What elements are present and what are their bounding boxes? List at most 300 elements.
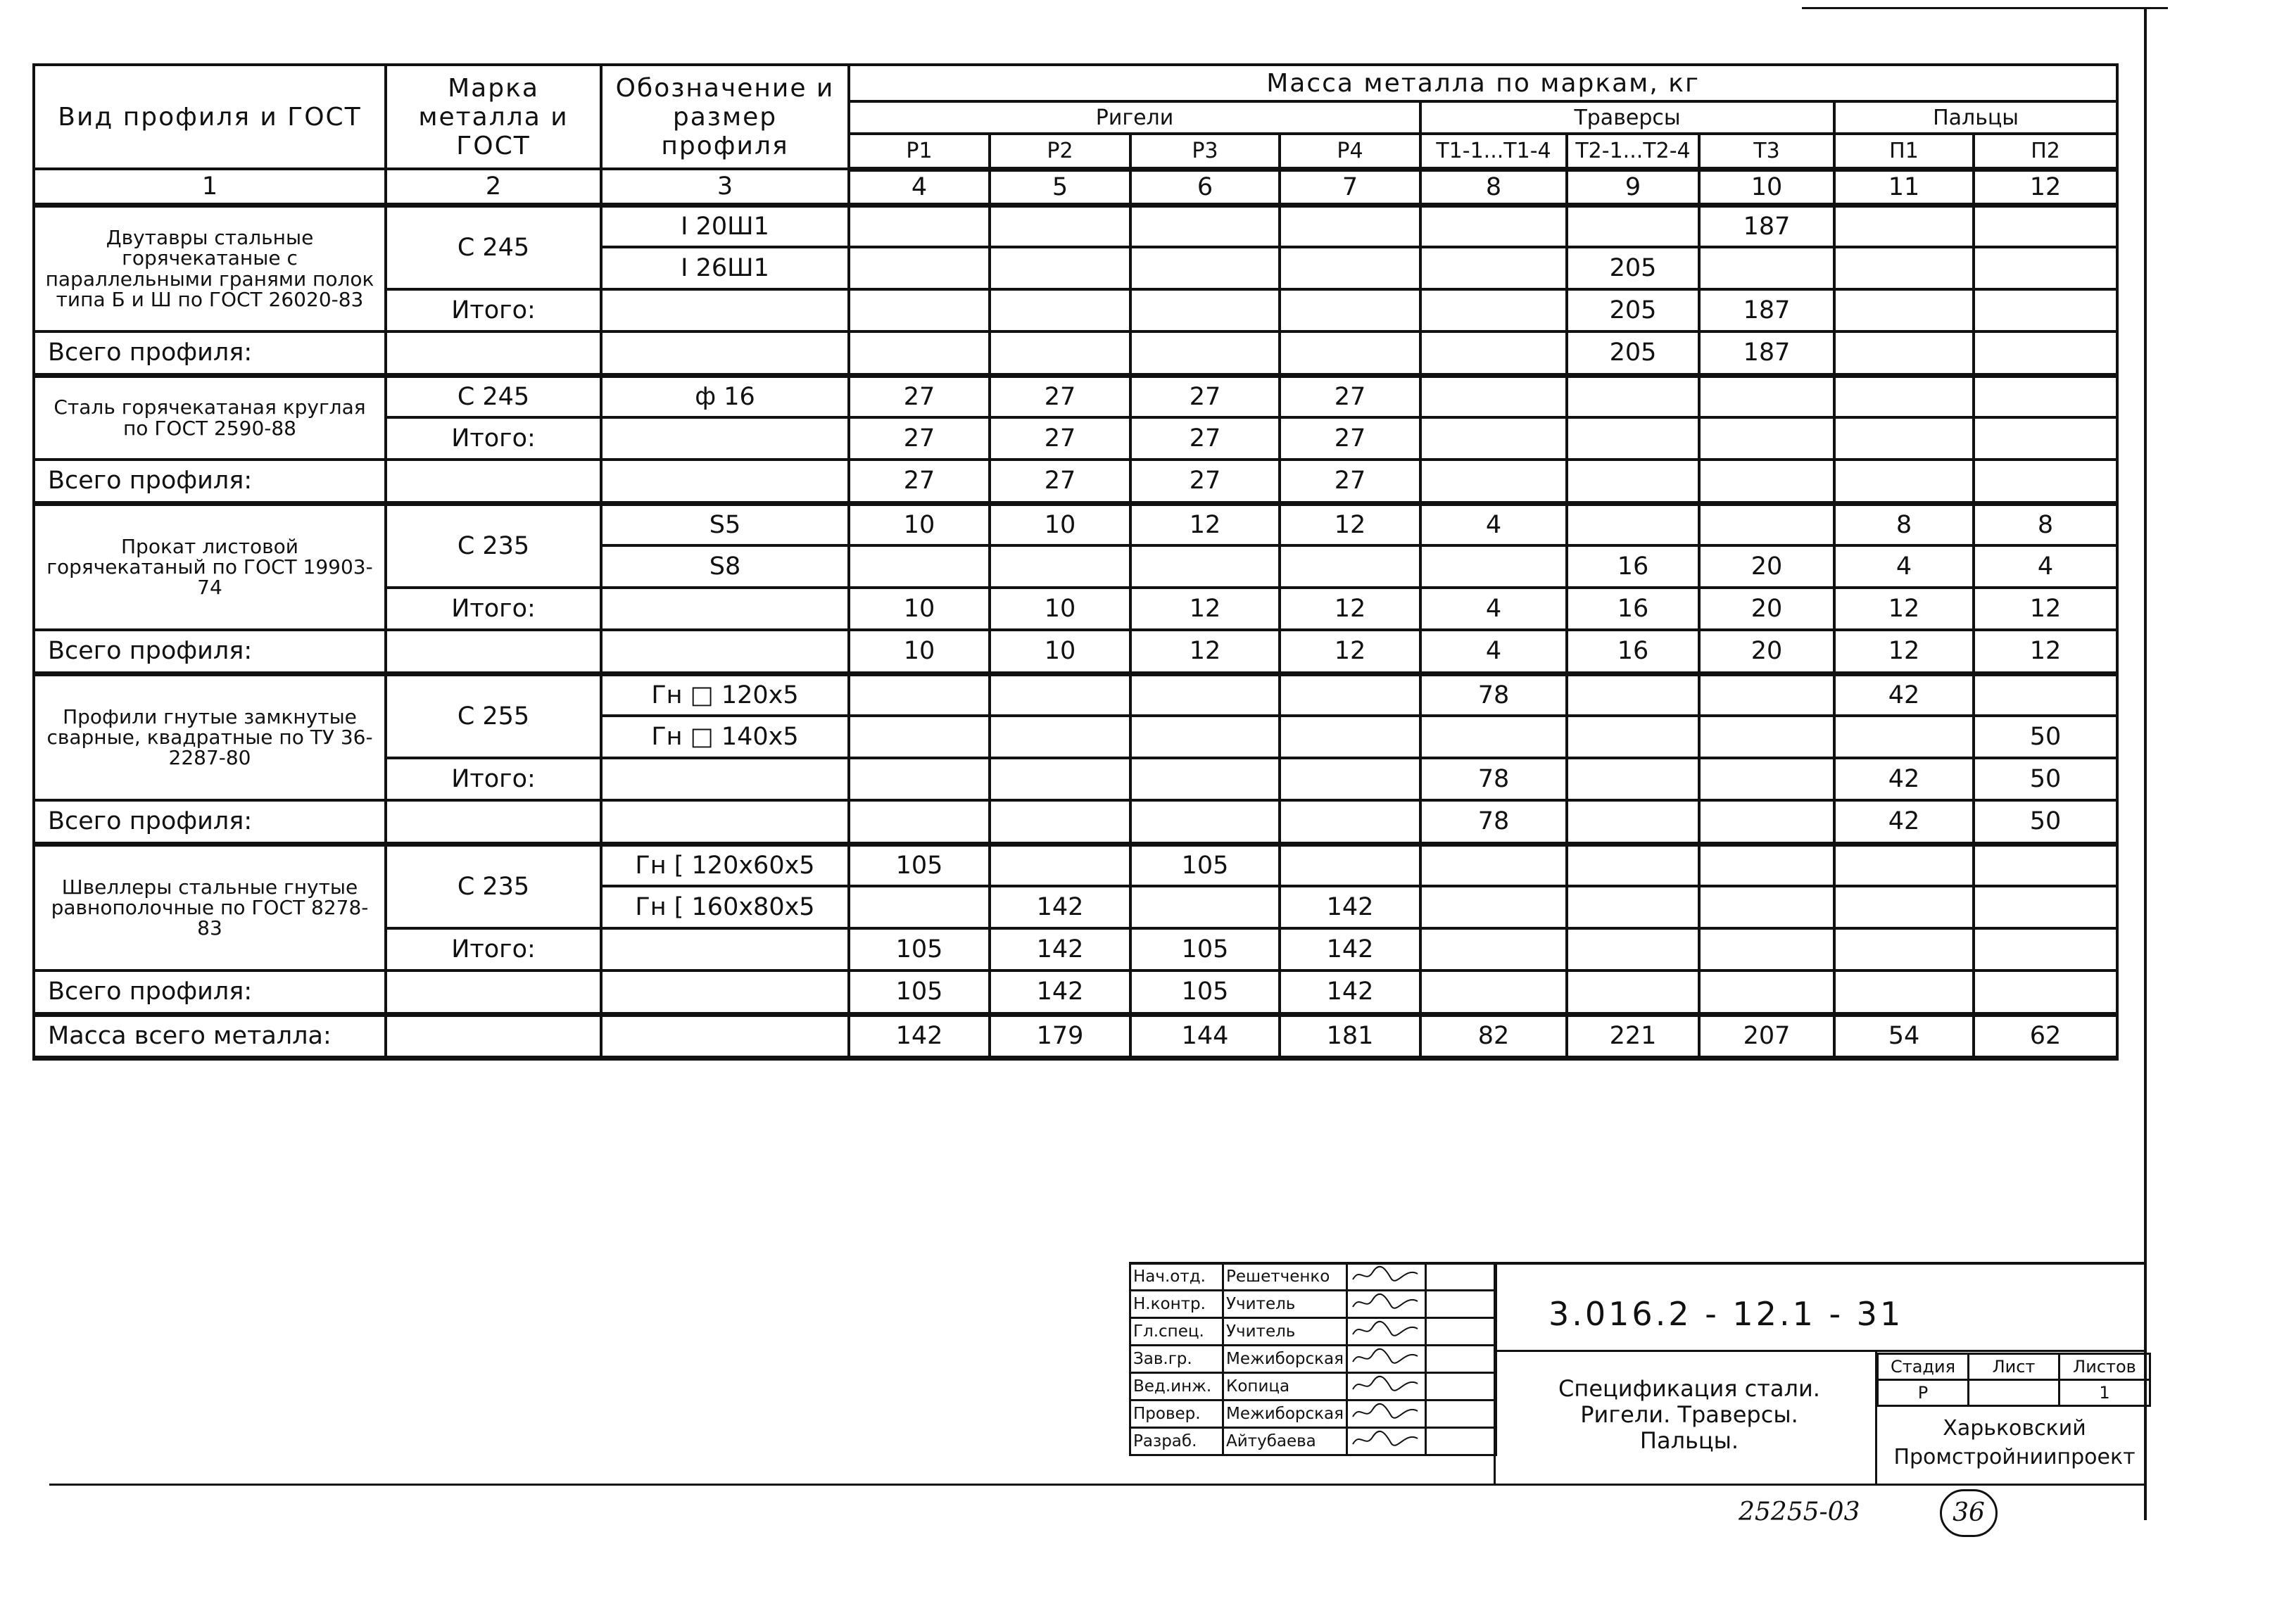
mass-value-cell [1567, 417, 1699, 460]
mass-value-cell: 50 [1974, 800, 2117, 844]
mass-value-cell: 27 [990, 375, 1130, 417]
mass-value-cell: 221 [1567, 1014, 1699, 1058]
organization-line2: Промстройниипроект [1893, 1444, 2136, 1469]
profile-type-cell: Сталь горячекатаная круглая по ГОСТ 2590-88 [34, 375, 386, 460]
sheets-value: 1 [2060, 1380, 2150, 1406]
mass-value-cell: 78 [1420, 800, 1567, 844]
mass-value-cell [1420, 417, 1567, 460]
mass-value-cell: 27 [1130, 460, 1280, 503]
date-cell [1426, 1291, 1496, 1318]
empty-cell [601, 800, 849, 844]
profile-total-row [34, 970, 2117, 1014]
steel-grade-cell: С 255 [386, 674, 601, 758]
role-cell: Зав.гр. [1130, 1346, 1223, 1373]
mass-value-cell [1974, 674, 2117, 716]
mass-value-cell: 142 [1280, 886, 1420, 928]
name-cell: Межиборская [1223, 1400, 1347, 1428]
mass-value-cell: 42 [1834, 800, 1974, 844]
signature-row [1130, 1263, 1496, 1291]
mass-value-cell [1420, 545, 1567, 588]
mass-value-cell [1567, 375, 1699, 417]
mass-value-cell: 27 [1280, 375, 1420, 417]
mass-value-cell: 27 [849, 417, 990, 460]
profile-total-row [34, 800, 2117, 844]
mass-value-cell [1974, 844, 2117, 886]
mass-value-cell: 54 [1834, 1014, 1974, 1058]
mass-value-cell [1567, 716, 1699, 758]
mass-value-cell: 12 [1974, 588, 2117, 630]
mass-value-cell [1834, 417, 1974, 460]
mass-value-cell: 4 [1974, 545, 2117, 588]
header-steel-grade: Марка металла и ГОСТ [386, 65, 601, 169]
profile-type-cell: Швеллеры стальные гнутые равнополочные по ГОСТ 8278-83 [34, 844, 386, 970]
mass-value-cell: 142 [990, 886, 1130, 928]
signature-scribble-icon [1350, 1374, 1420, 1395]
mass-value-cell [1280, 247, 1420, 289]
mass-value-cell [849, 758, 990, 800]
mass-value-cell: 4 [1420, 588, 1567, 630]
mass-value-cell: 27 [1280, 460, 1420, 503]
mark-header: Р1 [849, 134, 990, 169]
mass-value-cell [1834, 716, 1974, 758]
mass-value-cell [1834, 970, 1974, 1014]
mass-value-cell: 10 [849, 503, 990, 545]
column-number: 6 [1130, 169, 1280, 205]
mass-value-cell [849, 716, 990, 758]
profile-total-label: Всего профиля: [34, 800, 386, 844]
mass-value-cell [1130, 800, 1280, 844]
subtotal-label: Итого: [386, 417, 601, 460]
grand-total-label: Масса всего металла: [34, 1014, 386, 1058]
mass-value-cell: 78 [1420, 674, 1567, 716]
signature-scribble-icon [1350, 1291, 1420, 1313]
mass-value-cell [849, 545, 990, 588]
mass-value-cell: 8 [1974, 503, 2117, 545]
column-number: 1 [34, 169, 386, 205]
mass-value-cell [849, 289, 990, 331]
mass-value-cell [1834, 247, 1974, 289]
mass-value-cell: 16 [1567, 545, 1699, 588]
stamp-divider-vertical [1494, 1262, 1496, 1486]
mass-value-cell [1567, 674, 1699, 716]
mass-value-cell [990, 716, 1130, 758]
mass-value-cell [990, 674, 1130, 716]
signature-row [1130, 1318, 1496, 1346]
profile-row [34, 375, 2117, 417]
mass-value-cell [849, 205, 990, 247]
signature-scribble-icon [1350, 1264, 1420, 1285]
mass-value-cell [1834, 205, 1974, 247]
empty-cell [601, 417, 849, 460]
name-cell: Учитель [1223, 1318, 1347, 1346]
profile-row [34, 844, 2117, 886]
mass-value-cell [1834, 460, 1974, 503]
mass-value-cell [1699, 503, 1834, 545]
mass-value-cell [1420, 886, 1567, 928]
empty-cell [601, 289, 849, 331]
signature-cell [1347, 1400, 1426, 1428]
mass-value-cell: 12 [1974, 630, 2117, 674]
profile-size-cell: Гн [ 120х60х5 [601, 844, 849, 886]
mass-value-cell [1280, 716, 1420, 758]
name-cell: Айтубаева [1223, 1428, 1347, 1455]
mass-value-cell: 12 [1834, 630, 1974, 674]
header-profile-type: Вид профиля и ГОСТ [34, 65, 386, 169]
sheet-value [1969, 1380, 2060, 1406]
mass-value-cell: 12 [1834, 588, 1974, 630]
header-group-rigeli: Ригели [849, 101, 1420, 134]
mark-header: П2 [1974, 134, 2117, 169]
frame-top-line [1802, 7, 2168, 9]
column-number: 10 [1699, 169, 1834, 205]
mass-value-cell: 8 [1834, 503, 1974, 545]
mass-value-cell: 27 [990, 417, 1130, 460]
name-cell: Копица [1223, 1373, 1347, 1400]
steel-grade-cell: С 245 [386, 375, 601, 417]
mass-value-cell [1834, 844, 1974, 886]
mass-value-cell: 207 [1699, 1014, 1834, 1058]
mass-value-cell: 144 [1130, 1014, 1280, 1058]
mass-value-cell [990, 545, 1130, 588]
signature-row [1130, 1346, 1496, 1373]
mass-value-cell: 50 [1974, 716, 2117, 758]
signature-cell [1347, 1428, 1426, 1455]
mass-value-cell: 27 [1280, 417, 1420, 460]
column-number: 2 [386, 169, 601, 205]
mass-value-cell [1699, 716, 1834, 758]
inventory-number: 25255-03 [1739, 1498, 1860, 1526]
mass-value-cell: 105 [1130, 928, 1280, 970]
mass-value-cell [1974, 247, 2117, 289]
mass-value-cell [990, 758, 1130, 800]
role-cell: Разраб. [1130, 1428, 1223, 1455]
mass-value-cell [1280, 674, 1420, 716]
profile-size-cell: Гн [ 160х80х5 [601, 886, 849, 928]
mass-value-cell: 20 [1699, 588, 1834, 630]
mass-value-cell [849, 674, 990, 716]
role-cell: Нач.отд. [1130, 1263, 1223, 1291]
date-cell [1426, 1346, 1496, 1373]
profile-row [34, 674, 2117, 716]
mass-value-cell [1280, 800, 1420, 844]
mass-value-cell: 142 [849, 1014, 990, 1058]
stamp-top-line [1129, 1262, 2147, 1265]
mass-value-cell [849, 800, 990, 844]
mass-value-cell [990, 205, 1130, 247]
date-cell [1426, 1373, 1496, 1400]
mass-value-cell: 16 [1567, 588, 1699, 630]
mass-value-cell [1567, 800, 1699, 844]
header-group-traversy: Траверсы [1420, 101, 1834, 134]
signature-scribble-icon [1350, 1319, 1420, 1340]
mass-value-cell: 12 [1280, 588, 1420, 630]
mass-value-cell [1699, 758, 1834, 800]
sheets-label: Листов [2060, 1354, 2150, 1380]
mass-value-cell [1280, 205, 1420, 247]
column-number: 11 [1834, 169, 1974, 205]
mass-value-cell: 179 [990, 1014, 1130, 1058]
mass-value-cell: 4 [1834, 545, 1974, 588]
mass-value-cell: 105 [1130, 970, 1280, 1014]
mass-value-cell [1974, 417, 2117, 460]
profile-size-cell: S5 [601, 503, 849, 545]
mass-value-cell: 20 [1699, 545, 1834, 588]
role-cell: Вед.инж. [1130, 1373, 1223, 1400]
profile-total-label: Всего профиля: [34, 630, 386, 674]
profile-total-row [34, 460, 2117, 503]
mark-header: Р2 [990, 134, 1130, 169]
mass-value-cell [1834, 928, 1974, 970]
mass-value-cell [1567, 970, 1699, 1014]
mass-value-cell [1974, 970, 2117, 1014]
date-cell [1426, 1318, 1496, 1346]
column-number: 4 [849, 169, 990, 205]
signature-cell [1347, 1373, 1426, 1400]
mark-header: Т2-1...Т2-4 [1567, 134, 1699, 169]
mass-value-cell [1699, 375, 1834, 417]
mass-value-cell [1420, 247, 1567, 289]
mass-value-cell [1420, 375, 1567, 417]
mass-value-cell: 42 [1834, 674, 1974, 716]
steel-grade-cell: С 235 [386, 844, 601, 928]
profile-total-row [34, 331, 2117, 375]
name-cell: Решетченко [1223, 1263, 1347, 1291]
mass-value-cell [1974, 205, 2117, 247]
mass-value-cell: 142 [990, 970, 1130, 1014]
mass-value-cell [849, 331, 990, 375]
mass-value-cell [1699, 800, 1834, 844]
stage-value: Р [1878, 1380, 1969, 1406]
profile-size-cell: I 20Ш1 [601, 205, 849, 247]
mass-value-cell [1420, 460, 1567, 503]
empty-cell [386, 800, 601, 844]
mass-value-cell: 42 [1834, 758, 1974, 800]
header-group-palcy: Пальцы [1834, 101, 2117, 134]
mass-value-cell [1280, 758, 1420, 800]
mark-header: П1 [1834, 134, 1974, 169]
signature-scribble-icon [1350, 1401, 1420, 1422]
mass-value-cell [1420, 716, 1567, 758]
mass-value-cell [1834, 289, 1974, 331]
mass-value-cell [1280, 331, 1420, 375]
column-number: 3 [601, 169, 849, 205]
mass-value-cell [1420, 970, 1567, 1014]
mass-value-cell: 10 [849, 588, 990, 630]
mass-value-cell [990, 800, 1130, 844]
mass-value-cell [1974, 460, 2117, 503]
profile-size-cell: Гн □ 120х5 [601, 674, 849, 716]
stage-label: Стадия [1878, 1354, 1969, 1380]
frame-bottom-line [49, 1484, 2147, 1486]
profile-size-cell: Гн □ 140х5 [601, 716, 849, 758]
empty-cell [386, 331, 601, 375]
mass-value-cell [990, 247, 1130, 289]
document-code: 3.016.2 - 12.1 - 31 [1548, 1295, 1904, 1333]
mass-value-cell: 27 [1130, 375, 1280, 417]
mass-value-cell [1280, 545, 1420, 588]
mass-value-cell [1420, 205, 1567, 247]
empty-cell [386, 460, 601, 503]
mass-value-cell: 50 [1974, 758, 2117, 800]
mass-value-cell: 12 [1130, 630, 1280, 674]
mass-value-cell [1699, 247, 1834, 289]
mass-value-cell: 12 [1130, 503, 1280, 545]
mass-value-cell: 187 [1699, 289, 1834, 331]
document-title [1506, 1376, 1872, 1453]
mass-value-cell: 12 [1130, 588, 1280, 630]
signature-scribble-icon [1350, 1346, 1420, 1367]
subtotal-label: Итого: [386, 289, 601, 331]
profile-type-cell: Двутавры стальные горячекатаные с параллельными гранями полок типа Б и Ш по ГОСТ 26020-83 [34, 205, 386, 331]
column-number: 9 [1567, 169, 1699, 205]
mass-value-cell [1420, 331, 1567, 375]
profile-total-row [34, 630, 2117, 674]
mass-value-cell: 4 [1420, 630, 1567, 674]
mass-value-cell [990, 844, 1130, 886]
date-cell [1426, 1400, 1496, 1428]
empty-cell [601, 460, 849, 503]
mass-value-cell: 27 [849, 375, 990, 417]
mass-value-cell [1130, 716, 1280, 758]
mass-value-cell [1699, 844, 1834, 886]
mass-value-cell [1974, 886, 2117, 928]
profile-size-cell: S8 [601, 545, 849, 588]
mass-value-cell [1280, 289, 1420, 331]
mass-value-cell [1699, 460, 1834, 503]
mass-value-cell: 78 [1420, 758, 1567, 800]
empty-cell [601, 758, 849, 800]
mass-value-cell [1974, 375, 2117, 417]
steel-grade-cell: С 245 [386, 205, 601, 289]
mass-value-cell [1699, 928, 1834, 970]
empty-cell [601, 1014, 849, 1058]
mass-value-cell [1280, 844, 1420, 886]
empty-cell [386, 630, 601, 674]
column-number: 5 [990, 169, 1130, 205]
mass-value-cell [1699, 886, 1834, 928]
column-numbers-row [34, 169, 2117, 205]
header-mass: Масса металла по маркам, кг [849, 65, 2117, 101]
grand-total-row [34, 1014, 2117, 1058]
mass-value-cell [990, 289, 1130, 331]
mass-value-cell [990, 331, 1130, 375]
profile-total-label: Всего профиля: [34, 970, 386, 1014]
mass-value-cell: 10 [990, 630, 1130, 674]
profile-size-cell: I 26Ш1 [601, 247, 849, 289]
date-cell [1426, 1263, 1496, 1291]
mass-value-cell [1130, 886, 1280, 928]
mass-value-cell: 27 [990, 460, 1130, 503]
empty-cell [601, 928, 849, 970]
mass-value-cell [1567, 844, 1699, 886]
mass-value-cell: 181 [1280, 1014, 1420, 1058]
empty-cell [601, 588, 849, 630]
profile-row [34, 503, 2117, 545]
mass-value-cell [1567, 460, 1699, 503]
column-number: 8 [1420, 169, 1567, 205]
mass-value-cell [1567, 758, 1699, 800]
mass-value-cell [1699, 674, 1834, 716]
mass-value-cell: 27 [1130, 417, 1280, 460]
mark-header: Т1-1...Т1-4 [1420, 134, 1567, 169]
mass-value-cell [849, 247, 990, 289]
header-profile-size: Обозначение и размер профиля [601, 65, 849, 169]
column-number: 12 [1974, 169, 2117, 205]
signatures-table [1129, 1262, 1497, 1456]
name-cell: Межиборская [1223, 1346, 1347, 1373]
mark-header: Р3 [1130, 134, 1280, 169]
signature-scribble-icon [1350, 1429, 1420, 1450]
sheet-label: Лист [1969, 1354, 2060, 1380]
mass-value-cell: 105 [1130, 844, 1280, 886]
date-cell [1426, 1428, 1496, 1455]
mass-value-cell [1420, 928, 1567, 970]
mass-value-cell [1699, 970, 1834, 1014]
profile-total-label: Всего профиля: [34, 331, 386, 375]
mass-value-cell [1130, 205, 1280, 247]
profile-type-cell: Прокат листовой горячекатаный по ГОСТ 19903-74 [34, 503, 386, 630]
mark-header: Т3 [1699, 134, 1834, 169]
mass-value-cell [1834, 375, 1974, 417]
signature-row [1130, 1428, 1496, 1455]
document-title-line2: Ригели. Траверсы. [1580, 1400, 1798, 1428]
mass-value-cell [1130, 674, 1280, 716]
mass-value-cell: 20 [1699, 630, 1834, 674]
mass-value-cell [1974, 331, 2117, 375]
mass-value-cell: 105 [849, 928, 990, 970]
mass-value-cell [1974, 928, 2117, 970]
mark-header: Р4 [1280, 134, 1420, 169]
mass-value-cell: 187 [1699, 205, 1834, 247]
empty-cell [386, 970, 601, 1014]
mass-value-cell [1834, 331, 1974, 375]
mass-value-cell [849, 886, 990, 928]
signature-row [1130, 1373, 1496, 1400]
mass-value-cell: 142 [990, 928, 1130, 970]
role-cell: Н.контр. [1130, 1291, 1223, 1318]
mass-value-cell [1130, 758, 1280, 800]
empty-cell [601, 331, 849, 375]
mass-value-cell: 10 [990, 588, 1130, 630]
mass-value-cell [1130, 545, 1280, 588]
mass-value-cell: 105 [849, 970, 990, 1014]
signature-cell [1347, 1318, 1426, 1346]
mass-value-cell: 142 [1280, 970, 1420, 1014]
organization-line1: Харьковский [1943, 1416, 2086, 1441]
profile-type-cell: Профили гнутые замкнутые сварные, квадратные по ТУ 36-2287-80 [34, 674, 386, 800]
profile-row [34, 205, 2117, 247]
mass-value-cell: 187 [1699, 331, 1834, 375]
mass-value-cell [1567, 886, 1699, 928]
mass-value-cell: 10 [990, 503, 1130, 545]
mass-value-cell: 4 [1420, 503, 1567, 545]
specification-table [32, 63, 2119, 1061]
organization-name [1878, 1415, 2151, 1472]
mass-value-cell [1420, 844, 1567, 886]
mass-value-cell: 27 [849, 460, 990, 503]
empty-cell [601, 970, 849, 1014]
stamp-divider-horizontal [1494, 1350, 2147, 1352]
stage-table [1876, 1353, 2151, 1407]
mass-value-cell [1699, 417, 1834, 460]
mass-value-cell [1974, 289, 2117, 331]
signature-row [1130, 1291, 1496, 1318]
empty-cell [386, 1014, 601, 1058]
mass-value-cell [1130, 247, 1280, 289]
mass-value-cell [1420, 289, 1567, 331]
mass-value-cell: 142 [1280, 928, 1420, 970]
mass-value-cell: 205 [1567, 331, 1699, 375]
